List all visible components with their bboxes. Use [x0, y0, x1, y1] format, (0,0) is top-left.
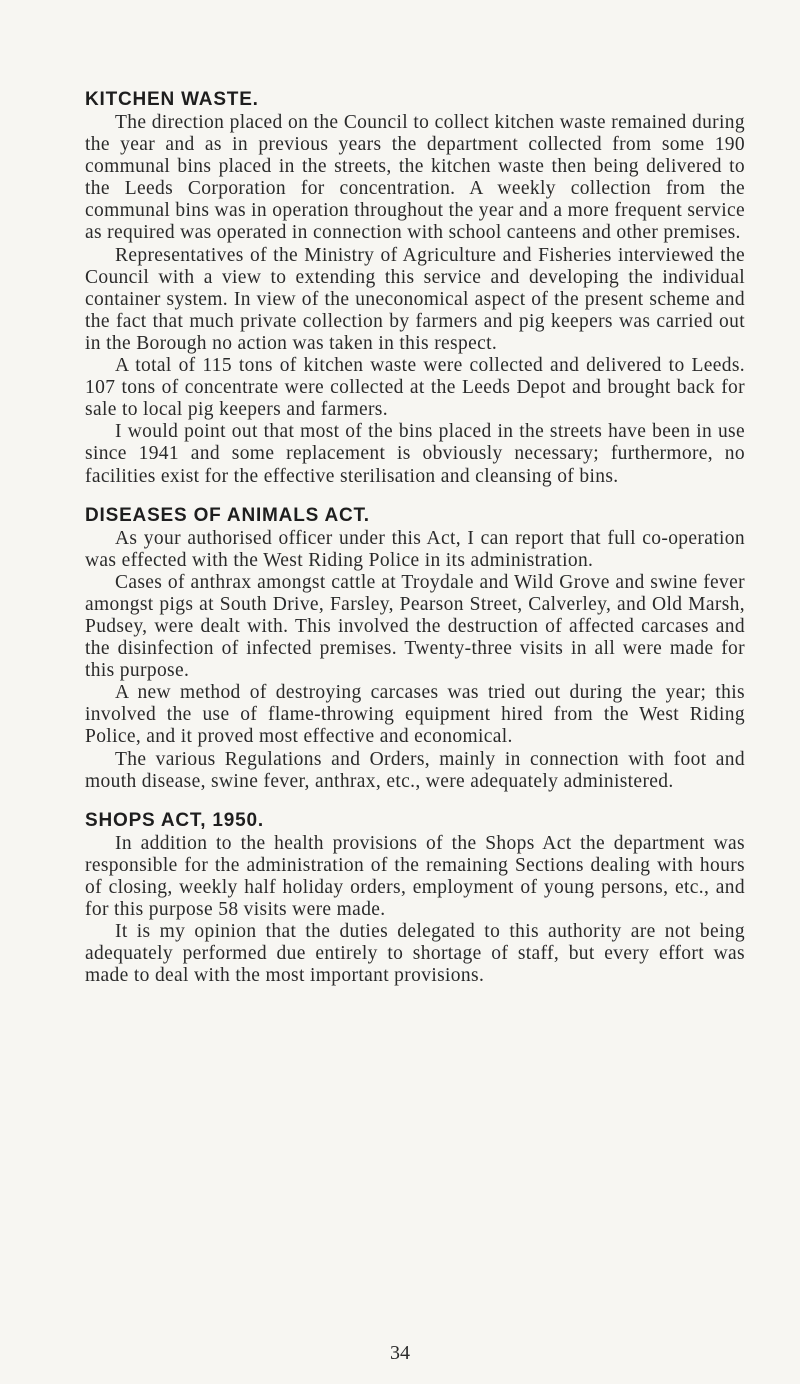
paragraph: A new method of destroying carcases was tried out during the year; this involved the use of flame-throwing equipment hired from the West Riding Police, and it proved most effective and economical. — [85, 682, 745, 748]
section-diseases-of-animals-act — [85, 504, 745, 793]
section-heading: DISEASES OF ANIMALS ACT. — [85, 504, 370, 526]
page-number: 34 — [390, 1342, 410, 1364]
document-page — [85, 88, 745, 987]
paragraph: The various Regulations and Orders, mainly in connection with foot and mouth disease, swine fever, anthrax, etc., were adequately administered. — [85, 748, 745, 792]
paragraph: Cases of anthrax amongst cattle at Troydale and Wild Grove and swine fever amongst pigs at South Drive, Farsley, Pearson Street, Calverley, and Old Marsh, Pudsey, were dealt with. This involved the destruction of affected carcases and the disinfection of infected premises. Twenty-three visits in all were made for this purpose. — [85, 571, 745, 682]
section-heading: SHOPS ACT, 1950. — [85, 809, 264, 831]
paragraph: The direction placed on the Council to collect kitchen waste remained during the year and as in previous years the department collected from some 190 communal bins placed in the streets, the kitchen waste then being delivered to the Leeds Corporation for concentration. A weekly collection from the communal bins was in operation throughout the year and a more frequent service as required was operated in connection with school canteens and other premises. — [85, 112, 745, 244]
paragraph: I would point out that most of the bins placed in the streets have been in use since 1941 and some replacement is obviously necessary; furthermore, no facilities exist for the effective sterilisation and cleansing of bins. — [85, 421, 745, 487]
paragraph: In addition to the health provisions of the Shops Act the department was responsible for the administration of the remaining Sections dealing with hours of closing, weekly half holiday orders, employment of young persons, etc., and for this purpose 58 visits were made. — [85, 832, 745, 920]
paragraph: Representatives of the Ministry of Agriculture and Fisheries interviewed the Council with a view to extending this service and developing the individual container system. In view of the uneconomical aspect of the present scheme and the fact that much private collection by farmers and pig keepers was carried out in the Borough no action was taken in this respect. — [85, 244, 745, 354]
section-kitchen-waste — [85, 88, 745, 488]
paragraph: A total of 115 tons of kitchen waste were collected and delivered to Leeds. 107 tons of concentrate were collected at the Leeds Depot and brought back for sale to local pig keepers and farmers. — [85, 355, 745, 421]
section-shops-act — [85, 809, 745, 988]
paragraph: As your authorised officer under this Act, I can report that full co-operation was effected with the West Riding Police in its administration. — [85, 527, 745, 571]
section-heading: KITCHEN WASTE. — [85, 89, 259, 110]
paragraph: It is my opinion that the duties delegated to this authority are not being adequately performed due entirely to shortage of staff, but every effort was made to deal with the most important provisions. — [85, 921, 745, 987]
